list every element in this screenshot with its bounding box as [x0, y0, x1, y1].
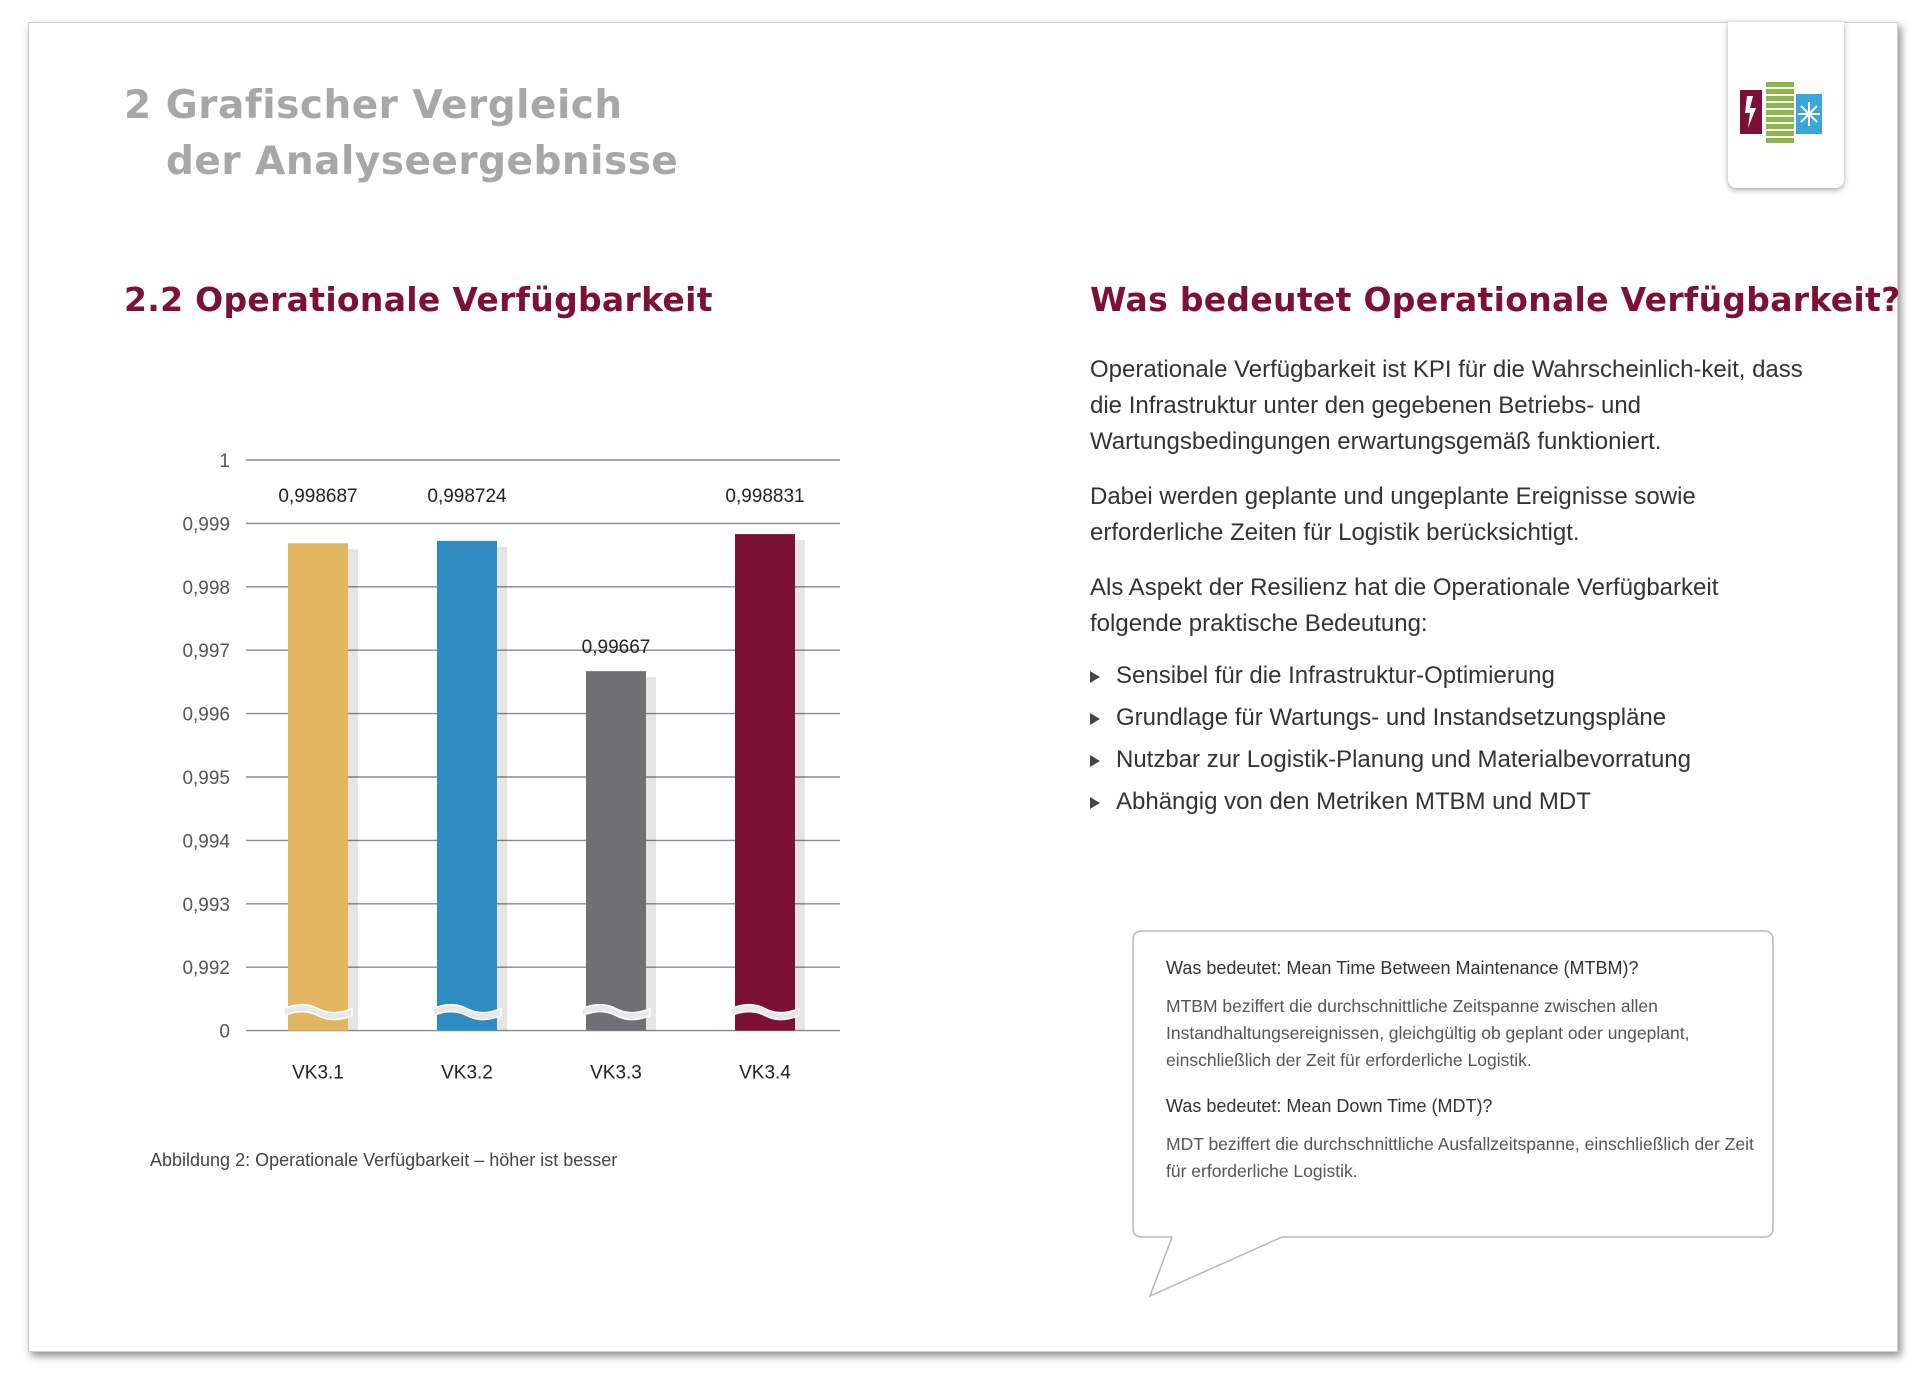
- bar: [437, 541, 497, 1031]
- x-tick-label: VK3.4: [739, 1062, 791, 1084]
- x-tick-label: VK3.3: [590, 1062, 642, 1084]
- section-title-line2: der Analyseergebnisse: [166, 139, 679, 184]
- info-box-content: [1166, 958, 1766, 1207]
- y-tick-label: 1: [219, 451, 230, 472]
- data-label: 0,998687: [278, 486, 358, 507]
- x-tick-label: VK3.1: [292, 1062, 344, 1084]
- bullet-triangle-icon: [1090, 713, 1100, 725]
- bullet-triangle-icon: [1090, 797, 1100, 809]
- mtbm-answer: MTBM beziffert die durchschnittliche Zeitspanne zwischen allen Instandhaltungsereignissen, gleichgültig ob geplant oder ungeplant, einschließlich der Zeit für erforderliche Logistik.: [1166, 996, 1690, 1070]
- y-tick-label: 0,999: [182, 514, 230, 536]
- mdt-answer: MDT beziffert die durchschnittliche Ausfallzeitspanne, einschließlich der Zeit für erforderliche Logistik.: [1166, 1134, 1754, 1181]
- section-title-line1: 2 Grafischer Vergleich: [124, 83, 623, 128]
- bar: [735, 534, 795, 1030]
- data-label: 0,99667: [581, 637, 651, 659]
- mtbm-question: Was bedeutet: Mean Time Between Maintenance (MTBM)?: [1166, 958, 1639, 978]
- bar: [288, 543, 348, 1030]
- chart-section-title: 2.2 Operationale Verfügbarkeit: [124, 280, 713, 319]
- list-item: Grundlage für Wartungs- und Instandsetzungspläne: [1090, 697, 1691, 739]
- energy-storage-cooling-icon: [1738, 82, 1834, 148]
- y-tick-label: 0,993: [182, 894, 230, 916]
- explanation-paragraph-1: Operationale Verfügbarkeit ist KPI für die Wahrscheinlich-keit, dass die Infrastruktur unter den gegebenen Betriebs- und Wartungsbedingungen erwartungsgemäß funktioniert.: [1090, 356, 1803, 455]
- data-label: 0,998724: [427, 486, 507, 507]
- explanation-title: Was bedeutet Operationale Verfügbarkeit?: [1090, 280, 1901, 319]
- list-item: Abhängig von den Metriken MTBM und MDT: [1090, 781, 1691, 823]
- y-tick-label: 0,997: [182, 641, 230, 663]
- info-speech-bubble: [1130, 930, 1790, 1310]
- y-tick-label: 0: [219, 1021, 230, 1043]
- explanation-paragraph-2: Dabei werden geplante und ungeplante Ereignisse sowie erforderliche Zeiten für Logistik berücksichtigt.: [1090, 483, 1696, 546]
- list-item: Nutzbar zur Logistik-Planung und Materialbevorratung: [1090, 739, 1691, 781]
- availability-bar-chart: [0, 0, 900, 1120]
- bullet-triangle-icon: [1090, 755, 1100, 767]
- mdt-question: Was bedeutet: Mean Down Time (MDT)?: [1166, 1096, 1493, 1116]
- chart-caption: Abbildung 2: Operationale Verfügbarkeit – höher ist besser: [150, 1150, 618, 1170]
- y-tick-label: 0,996: [182, 704, 230, 726]
- data-label: 0,998831: [725, 486, 805, 507]
- y-tick-label: 0,992: [182, 958, 230, 980]
- bar: [586, 671, 646, 1030]
- x-tick-label: VK3.2: [441, 1062, 493, 1084]
- y-tick-label: 0,998: [182, 577, 230, 599]
- list-item: Sensibel für die Infrastruktur-Optimierung: [1090, 655, 1691, 697]
- benefit-list: [1090, 655, 1691, 823]
- logo-tab: [1728, 22, 1844, 188]
- y-tick-label: 0,994: [182, 831, 230, 853]
- y-tick-label: 0,995: [182, 768, 230, 789]
- bullet-triangle-icon: [1090, 671, 1100, 683]
- explanation-paragraph-3: Als Aspekt der Resilienz hat die Operationale Verfügbarkeit folgende praktische Bedeutung:: [1090, 574, 1719, 637]
